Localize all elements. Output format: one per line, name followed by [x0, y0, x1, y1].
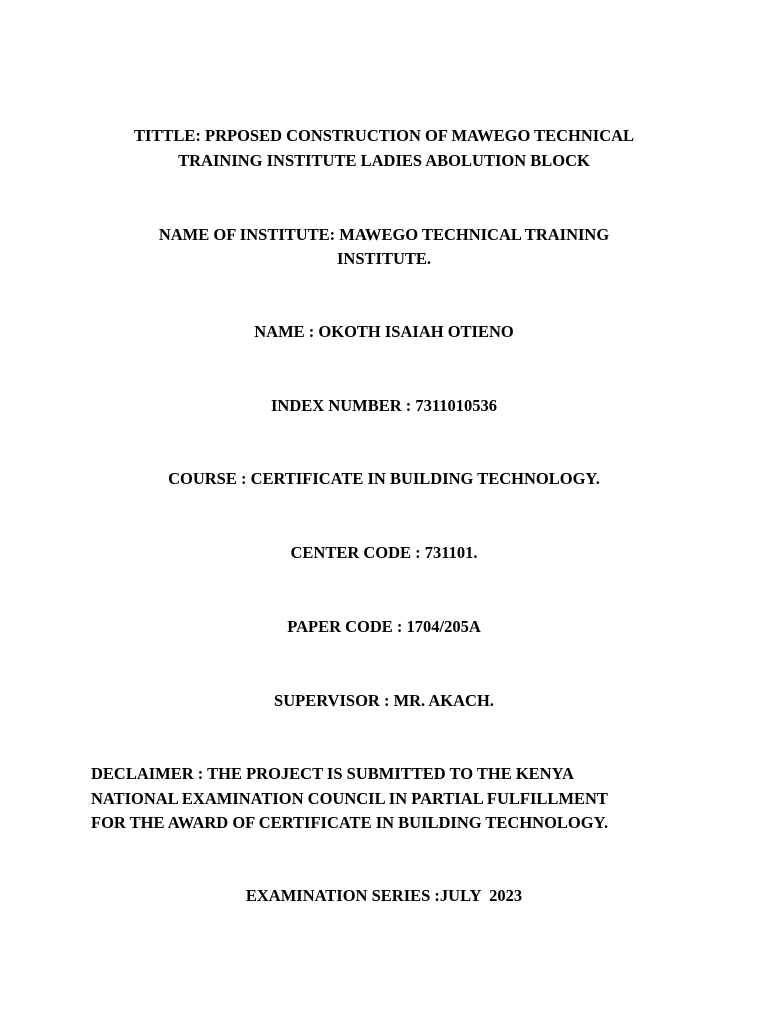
index-number: INDEX NUMBER : 7311010536: [271, 396, 497, 415]
title-line-2: TRAINING INSTITUTE LADIES ABOLUTION BLOCK: [178, 151, 590, 170]
paper-code: PAPER CODE : 1704/205A: [287, 617, 481, 636]
title-line-1: TITTLE: PRPOSED CONSTRUCTION OF MAWEGO TECHNICAL: [133, 126, 635, 145]
course: COURSE : CERTIFICATE IN BUILDING TECHNOLOGY.: [168, 469, 600, 488]
student-name: NAME : OKOTH ISAIAH OTIENO: [254, 322, 514, 341]
institute-line-2: INSTITUTE.: [337, 249, 431, 268]
disclaimer-line-1: DECLAIMER : THE PROJECT IS SUBMITTED TO THE KENYA: [91, 764, 574, 783]
institute-line-1: NAME OF INSTITUTE: MAWEGO TECHNICAL TRAINING: [158, 225, 610, 244]
disclaimer-line-2: NATIONAL EXAMINATION COUNCIL IN PARTIAL FULFILLMENT: [91, 789, 608, 808]
examination-series: EXAMINATION SERIES :JULY 2023: [245, 886, 523, 905]
disclaimer-line-3: FOR THE AWARD OF CERTIFICATE IN BUILDING TECHNOLOGY.: [91, 813, 609, 832]
supervisor: SUPERVISOR : MR. AKACH.: [274, 691, 494, 710]
center-code: CENTER CODE : 731101.: [290, 543, 478, 562]
